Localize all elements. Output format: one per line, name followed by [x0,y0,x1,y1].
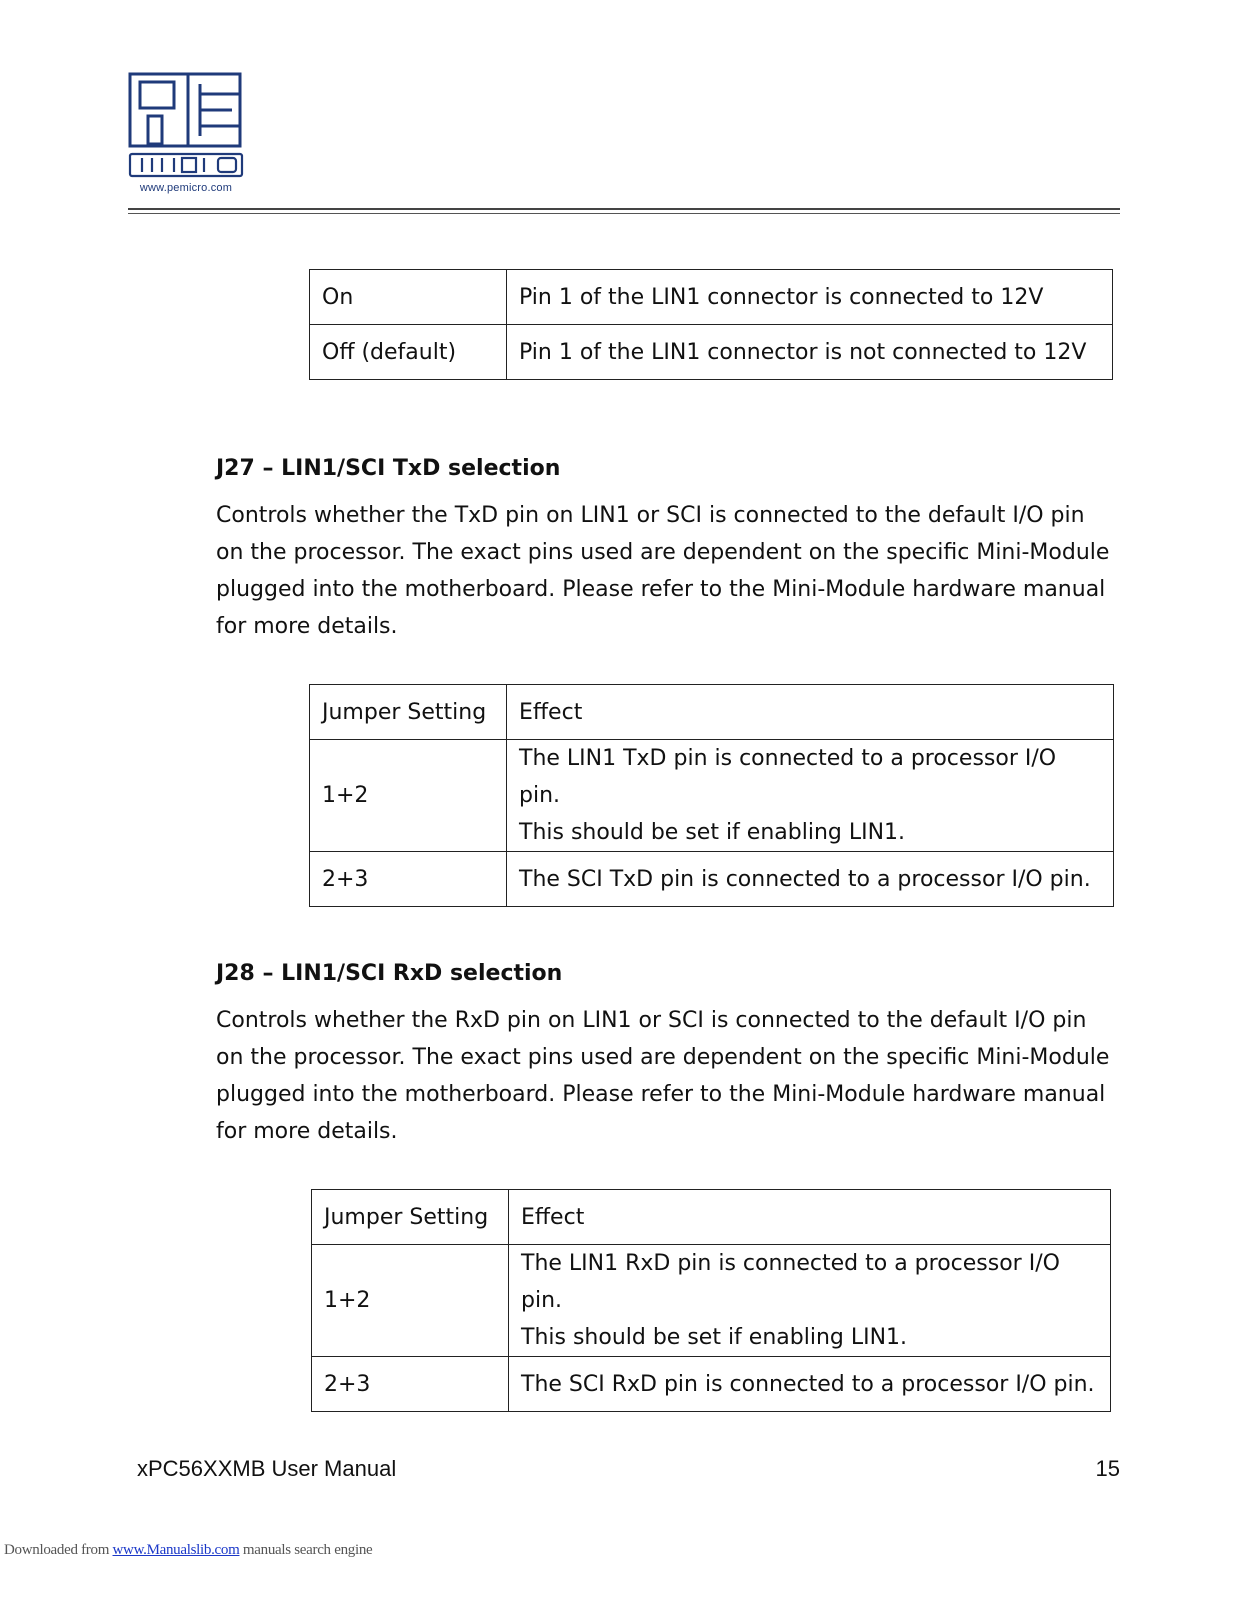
logo-url-text: www.pemicro.com [139,182,233,194]
table-row [312,1357,1111,1412]
footer-page-number: 15 [1095,1456,1120,1481]
column-header-setting: Jumper Setting [310,685,507,740]
column-header-effect: Effect [509,1190,1111,1245]
table-row [312,1245,1111,1357]
section-body-j27: Controls whether the TxD pin on LIN1 or SCI is connected to the default I/O pin on the processor. The exact pins used are dependent on the specific Mini-Module plugged into the motherboard. Please refer to the Mini-Module hardware manual for more details. [216,503,1110,639]
section-body-j28: Controls whether the RxD pin on LIN1 or SCI is connected to the default I/O pin on the processor. The exact pins used are dependent on the specific Mini-Module plugged into the motherboard. Please refer to the Mini-Module hardware manual for more details. [216,1008,1110,1144]
effect-cell [507,740,1114,852]
pemicro-logo [128,72,244,198]
header-rule-top [128,208,1120,210]
column-header-setting: Jumper Setting [312,1190,509,1245]
setting-cell: On [310,270,507,325]
table-row [310,325,1113,380]
footer-manual-title: xPC56XXMB User Manual [137,1456,397,1481]
section-heading-j28: J28 – LIN1/SCI RxD selection [216,961,563,986]
download-prefix: Downloaded from [4,1542,113,1558]
effect-line: This should be set if enabling LIN1. [519,820,906,845]
table-header-row [310,685,1114,740]
setting-cell: 2+3 [310,852,507,907]
pemicro-logo-mark [128,72,244,180]
effect-line: This should be set if enabling LIN1. [521,1325,908,1350]
effect-cell: The SCI RxD pin is connected to a processor I/O pin. [509,1357,1111,1412]
column-header-effect: Effect [507,685,1114,740]
j26-settings-table [309,269,1113,380]
table-header-row [312,1190,1111,1245]
table-row [310,852,1114,907]
manualslib-link[interactable]: www.Manualslib.com [112,1542,240,1558]
setting-cell: 1+2 [312,1245,509,1357]
j28-settings-table [311,1189,1111,1412]
j27-settings-table [309,684,1114,907]
section-heading-j27: J27 – LIN1/SCI TxD selection [216,456,561,481]
effect-line: The LIN1 RxD pin is connected to a processor I/O pin. [521,1251,1060,1313]
effect-cell: The SCI TxD pin is connected to a processor I/O pin. [507,852,1114,907]
setting-cell: 2+3 [312,1357,509,1412]
header-rule-bottom [128,213,1120,214]
table-row [310,740,1114,852]
download-attribution [4,1542,372,1559]
download-suffix: manuals search engine [239,1542,373,1558]
effect-cell: Pin 1 of the LIN1 connector is connected to 12V [507,270,1113,325]
setting-cell: 1+2 [310,740,507,852]
effect-line: The LIN1 TxD pin is connected to a processor I/O pin. [519,746,1057,808]
effect-cell: Pin 1 of the LIN1 connector is not connected to 12V [507,325,1113,380]
setting-cell: Off (default) [310,325,507,380]
effect-cell [509,1245,1111,1357]
table-row [310,270,1113,325]
